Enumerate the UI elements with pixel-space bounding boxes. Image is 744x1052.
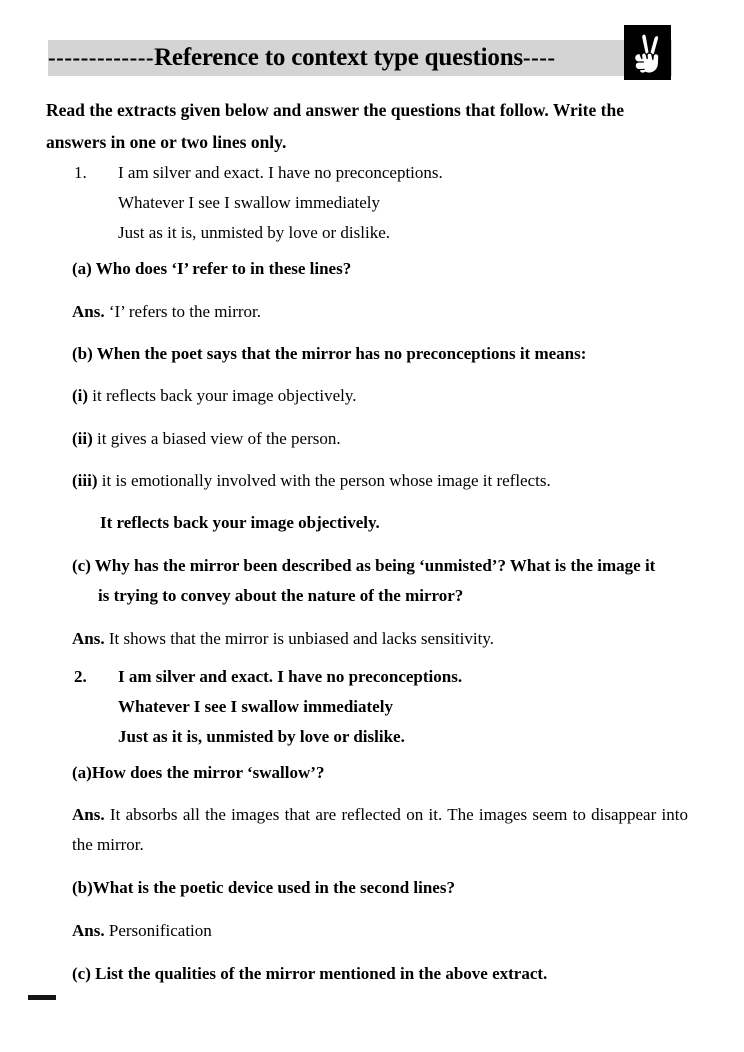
extract-1-line-1: I am silver and exact. I have no preconceptions. <box>118 163 443 182</box>
option-iii <box>72 466 688 496</box>
extract-2-line-1: I am silver and exact. I have no preconceptions. <box>118 667 463 686</box>
instructions-line-2: answers in one or two lines only. <box>46 132 287 152</box>
option-ii-label: (ii) <box>72 429 93 448</box>
answer-2b <box>72 916 688 946</box>
option-ii-text: it gives a biased view of the person. <box>92 429 341 448</box>
extract-1-line-2: Whatever I see I swallow immediately <box>118 193 380 212</box>
option-iii-label: (iii) <box>72 471 98 490</box>
option-i <box>72 381 688 411</box>
option-i-label: (i) <box>72 386 89 405</box>
answer-1b: It reflects back your image objectively. <box>100 513 380 532</box>
page-title <box>48 38 674 78</box>
victory-hand-icon <box>624 25 671 80</box>
question-2c: (c) List the qualities of the mirror mentioned in the above extract. <box>72 964 548 983</box>
question-1b: (b) When the poet says that the mirror has no preconceptions it means: <box>72 344 587 363</box>
option-ii <box>72 424 688 454</box>
answer-1a <box>72 297 688 327</box>
extract-2-line-2: Whatever I see I swallow immediately <box>118 697 393 716</box>
question-1c <box>72 551 688 611</box>
question-1a: (a) Who does ‘I’ refer to in these lines? <box>72 259 352 278</box>
answer-2a-label: Ans. <box>72 805 105 824</box>
extract-number-2: 2. <box>74 667 87 686</box>
answer-1a-label: Ans. <box>72 302 105 321</box>
extract-number-1: 1. <box>74 163 87 182</box>
instructions <box>46 94 688 158</box>
question-1c-line-1: (c) Why has the mirror been described as being ‘unmisted’? What is the image it <box>72 556 656 575</box>
answer-1a-text: ‘I’ refers to the mirror. <box>104 302 262 321</box>
option-i-text: it reflects back your image objectively. <box>88 386 357 405</box>
extract-2-line-3: Just as it is, unmisted by love or dislike. <box>118 727 405 746</box>
footer-rule-mark <box>28 995 56 1000</box>
instructions-line-1: Read the extracts given below and answer the questions that follow. Write the <box>46 100 624 120</box>
question-1c-line-2: is trying to convey about the nature of the mirror? <box>98 586 464 605</box>
answer-1c-text: It shows that the mirror is unbiased and lacks sensitivity. <box>104 629 494 648</box>
answer-2a <box>72 800 688 860</box>
title-dash-trailing: ---- <box>522 45 556 70</box>
answer-1c-label: Ans. <box>72 629 105 648</box>
extract-1-line-3: Just as it is, unmisted by love or dislike. <box>118 223 390 242</box>
question-2b: (b)What is the poetic device used in the second lines? <box>72 878 455 897</box>
title-text: Reference to context type questions <box>154 44 523 71</box>
answer-2b-label: Ans. <box>72 921 105 940</box>
question-2a: (a)How does the mirror ‘swallow’? <box>72 763 325 782</box>
title-dash-leading: ------------- <box>48 45 155 70</box>
answer-2b-text: Personification <box>104 921 212 940</box>
answer-2a-text: It absorbs all the images that are reflected on it. The images seem to disappear into the mirror. <box>72 805 688 854</box>
option-iii-text: it is emotionally involved with the person whose image it reflects. <box>97 471 551 490</box>
answer-1c <box>72 624 688 654</box>
